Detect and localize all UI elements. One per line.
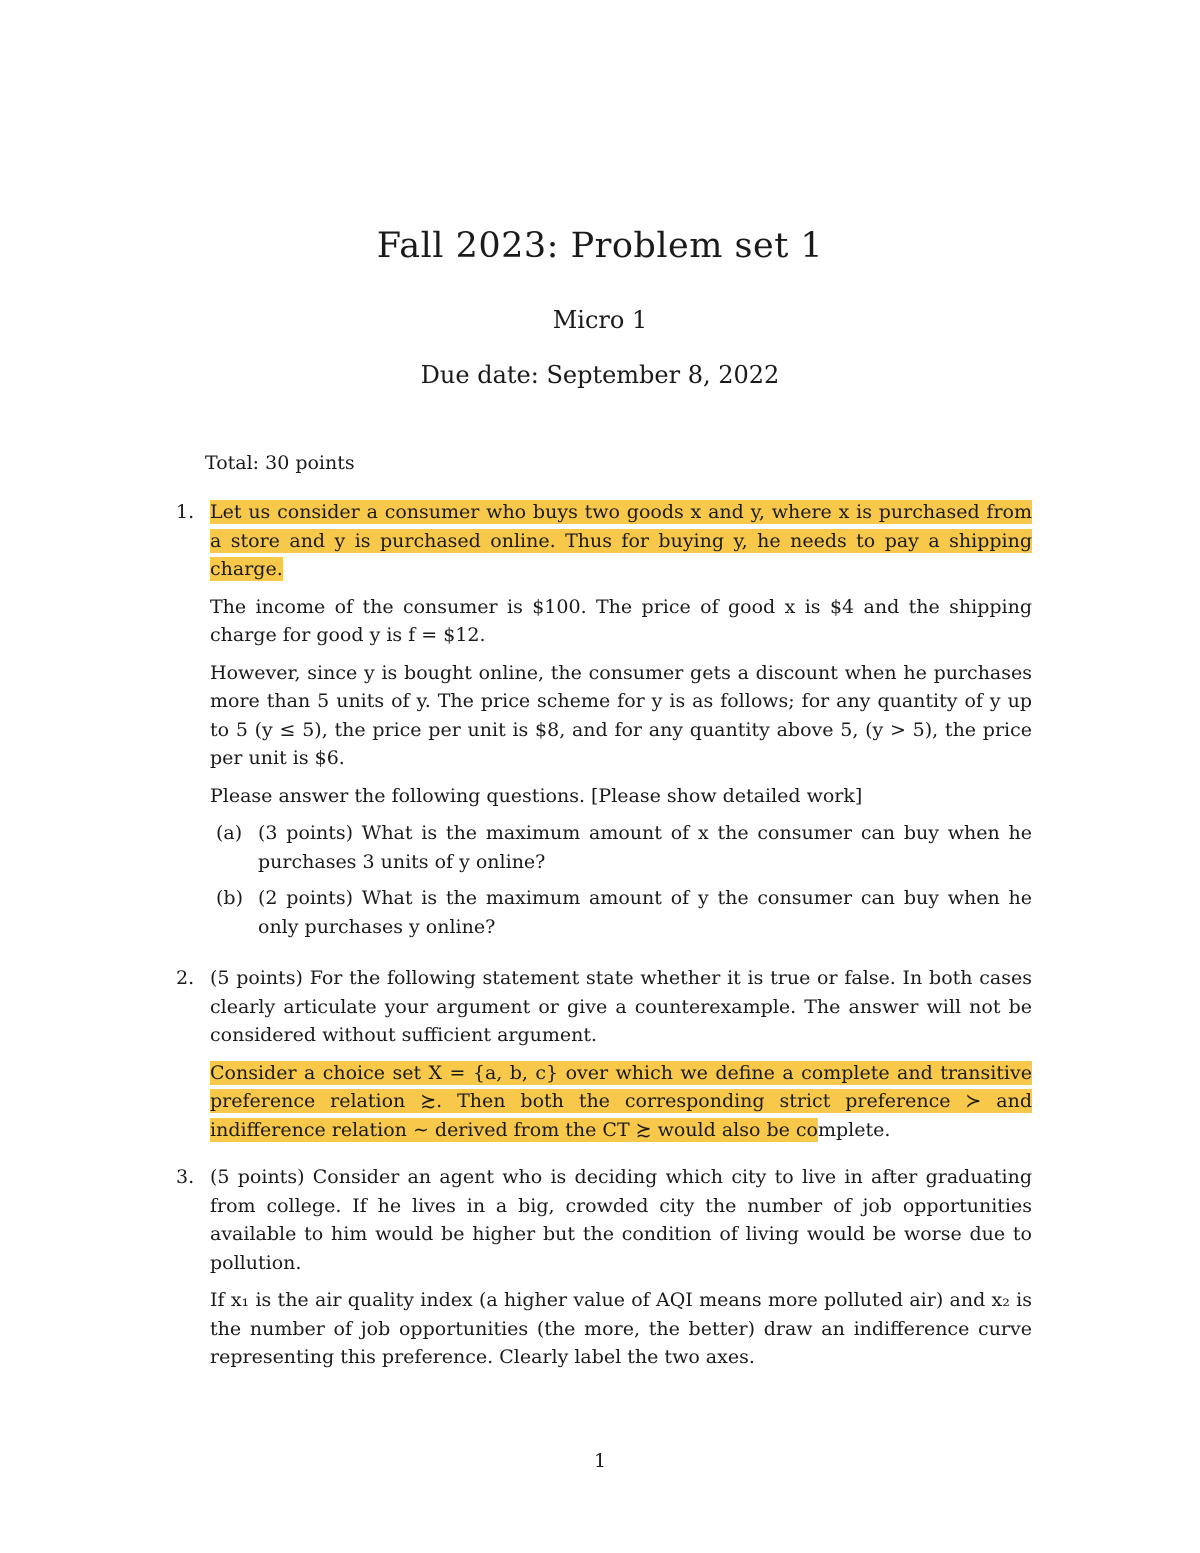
question-paragraph: If x₁ is the air quality index (a higher value of AQI means more polluted air) and x₂ is the number of job opportunities (the more, the better) draw an indifference curve representing this preference. Clearly label the two axes. bbox=[210, 1289, 1032, 1368]
question-number: 1. bbox=[176, 501, 195, 523]
highlighted-text: Consider a choice set X = {a, b, c} over which we define a complete and transitive preference relation ≿. Then both the corresponding strict preference ≻ and indifference relation ∼ derived from the CT ≿ would also be co bbox=[210, 1061, 1032, 1141]
question-intro: (5 points) Consider an agent who is deciding which city to live in after graduating from college. If he lives in a big, crowded city the number of job opportunities available to him would be higher but the condition of living would be worse due to pollution. bbox=[210, 1166, 1032, 1274]
subquestion-text: (2 points) What is the maximum amount of y the consumer can buy when he only purchases y online? bbox=[258, 887, 1032, 938]
course-name: Micro 1 bbox=[552, 306, 648, 334]
subquestion-b bbox=[210, 884, 1032, 941]
due-date: Due date: September 8, 2022 bbox=[420, 361, 780, 389]
question-paragraph: The income of the consumer is $100. The price of good x is $4 and the shipping charge for good y is f = $12. bbox=[210, 595, 1032, 646]
question-body bbox=[210, 964, 1032, 1153]
total-points: Total: 30 points bbox=[205, 452, 355, 474]
question-intro: (5 points) For the following statement state whether it is true or false. In both cases clearly articulate your argument or give a counterexample. The answer will not be considered without sufficient argument. bbox=[210, 967, 1032, 1046]
question-paragraph: Please answer the following questions. [Please show detailed work] bbox=[210, 784, 863, 807]
question-number: 3. bbox=[176, 1166, 195, 1188]
statement-rest: mplete. bbox=[818, 1118, 891, 1141]
page-number: 1 bbox=[593, 1450, 607, 1472]
question-statement bbox=[210, 1059, 1032, 1145]
question-intro bbox=[210, 498, 1032, 584]
highlighted-text: Let us consider a consumer who buys two goods x and y, where x is purchased from a store and y is purchased online. Thus for buying y, he needs to pay a shipping charge. bbox=[210, 501, 1032, 580]
subquestion-label: (a) bbox=[216, 822, 243, 844]
question-paragraph: However, since y is bought online, the consumer gets a discount when he purchases more than 5 units of y. The price scheme for y is as follows; for any quantity of y up to 5 (y ≤ 5), the price per unit is $8, and for any quantity above 5, (y > 5), the price per unit is $6. bbox=[210, 661, 1032, 769]
subquestion-label: (b) bbox=[216, 887, 243, 909]
question-number: 2. bbox=[176, 967, 195, 989]
document-title: Fall 2023: Problem set 1 bbox=[376, 226, 824, 266]
question-body bbox=[210, 498, 1032, 949]
subquestion-a bbox=[210, 819, 1032, 876]
subquestion-text: (3 points) What is the maximum amount of x the consumer can buy when he purchases 3 units of y online? bbox=[258, 822, 1032, 873]
question-body bbox=[210, 1163, 1032, 1381]
